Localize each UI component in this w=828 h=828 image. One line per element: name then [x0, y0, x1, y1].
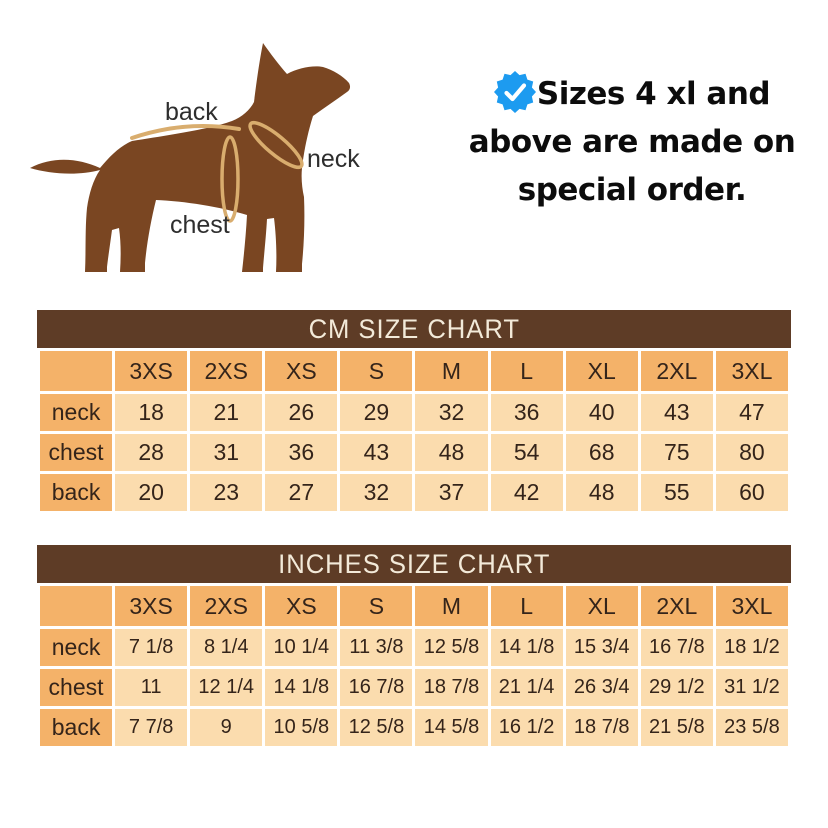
size-col-header: S — [340, 351, 412, 391]
size-value-cell: 21 1/4 — [491, 669, 563, 706]
size-value-cell: 42 — [491, 474, 563, 511]
size-value-cell: 31 1/2 — [716, 669, 788, 706]
size-col-header: M — [415, 586, 487, 626]
size-value-cell: 16 7/8 — [641, 629, 713, 666]
row-label: neck — [40, 394, 112, 431]
size-value-cell: 54 — [491, 434, 563, 471]
size-value-cell: 21 — [190, 394, 262, 431]
size-value-cell: 27 — [265, 474, 337, 511]
size-value-cell: 29 — [340, 394, 412, 431]
dog-measurement-diagram — [18, 8, 418, 298]
size-value-cell: 43 — [641, 394, 713, 431]
size-value-cell: 16 7/8 — [340, 669, 412, 706]
size-col-header: 2XL — [641, 586, 713, 626]
note-text-2: above are made on — [468, 124, 796, 160]
size-value-cell: 26 3/4 — [566, 669, 638, 706]
size-value-cell: 32 — [340, 474, 412, 511]
size-col-header: XL — [566, 586, 638, 626]
size-value-cell: 40 — [566, 394, 638, 431]
note-line-1 — [438, 70, 826, 118]
cm-size-table — [37, 348, 791, 514]
size-value-cell: 10 5/8 — [265, 709, 337, 746]
size-col-header: L — [491, 586, 563, 626]
verified-badge-icon — [494, 71, 536, 113]
note-line-2 — [438, 118, 826, 166]
size-value-cell: 48 — [415, 434, 487, 471]
size-value-cell: 26 — [265, 394, 337, 431]
size-value-cell: 21 5/8 — [641, 709, 713, 746]
size-value-cell: 80 — [716, 434, 788, 471]
corner-cell — [40, 586, 112, 626]
size-col-header: 2XS — [190, 586, 262, 626]
size-col-header: L — [491, 351, 563, 391]
size-value-cell: 7 1/8 — [115, 629, 187, 666]
size-value-cell: 14 1/8 — [265, 669, 337, 706]
size-value-cell: 23 — [190, 474, 262, 511]
size-value-cell: 8 1/4 — [190, 629, 262, 666]
size-value-cell: 68 — [566, 434, 638, 471]
note-text-1: Sizes 4 xl and — [536, 76, 771, 112]
size-value-cell: 7 7/8 — [115, 709, 187, 746]
size-value-cell: 47 — [716, 394, 788, 431]
size-value-cell: 18 7/8 — [415, 669, 487, 706]
size-value-cell: 36 — [265, 434, 337, 471]
inches-size-header-row — [40, 586, 788, 626]
row-label: chest — [40, 669, 112, 706]
size-value-cell: 20 — [115, 474, 187, 511]
inches-neck-row — [40, 629, 788, 666]
inches-size-chart — [37, 545, 791, 749]
row-label: back — [40, 474, 112, 511]
size-value-cell: 36 — [491, 394, 563, 431]
cm-chart-title: CM SIZE CHART — [37, 310, 791, 348]
cm-back-row — [40, 474, 788, 511]
size-value-cell: 16 1/2 — [491, 709, 563, 746]
inches-back-row — [40, 709, 788, 746]
note-line-3 — [438, 166, 826, 214]
size-col-header: XL — [566, 351, 638, 391]
size-col-header: 3XL — [716, 351, 788, 391]
size-col-header: 2XS — [190, 351, 262, 391]
size-value-cell: 14 1/8 — [491, 629, 563, 666]
cm-chest-row — [40, 434, 788, 471]
size-value-cell: 28 — [115, 434, 187, 471]
size-value-cell: 18 — [115, 394, 187, 431]
size-value-cell: 12 5/8 — [415, 629, 487, 666]
size-value-cell: 12 5/8 — [340, 709, 412, 746]
size-col-header: 2XL — [641, 351, 713, 391]
size-col-header: XS — [265, 351, 337, 391]
size-value-cell: 31 — [190, 434, 262, 471]
size-value-cell: 43 — [340, 434, 412, 471]
size-value-cell: 37 — [415, 474, 487, 511]
cm-size-header-row — [40, 351, 788, 391]
neck-label: neck — [307, 145, 360, 173]
size-col-header: 3XS — [115, 586, 187, 626]
back-label: back — [165, 98, 218, 126]
size-value-cell: 9 — [190, 709, 262, 746]
special-order-note — [438, 70, 826, 214]
size-value-cell: 10 1/4 — [265, 629, 337, 666]
inches-chart-title: INCHES SIZE CHART — [37, 545, 791, 583]
corner-cell — [40, 351, 112, 391]
size-col-header: XS — [265, 586, 337, 626]
cm-neck-row — [40, 394, 788, 431]
row-label: neck — [40, 629, 112, 666]
size-col-header: 3XL — [716, 586, 788, 626]
size-value-cell: 23 5/8 — [716, 709, 788, 746]
size-col-header: S — [340, 586, 412, 626]
size-value-cell: 18 1/2 — [716, 629, 788, 666]
note-text-3: special order. — [517, 172, 747, 208]
inches-size-table — [37, 583, 791, 749]
size-value-cell: 75 — [641, 434, 713, 471]
size-value-cell: 48 — [566, 474, 638, 511]
row-label: chest — [40, 434, 112, 471]
size-value-cell: 55 — [641, 474, 713, 511]
size-value-cell: 29 1/2 — [641, 669, 713, 706]
size-col-header: 3XS — [115, 351, 187, 391]
size-value-cell: 15 3/4 — [566, 629, 638, 666]
size-value-cell: 14 5/8 — [415, 709, 487, 746]
row-label: back — [40, 709, 112, 746]
size-col-header: M — [415, 351, 487, 391]
size-value-cell: 60 — [716, 474, 788, 511]
size-value-cell: 12 1/4 — [190, 669, 262, 706]
size-value-cell: 18 7/8 — [566, 709, 638, 746]
cm-size-chart — [37, 310, 791, 514]
size-value-cell: 32 — [415, 394, 487, 431]
size-value-cell: 11 3/8 — [340, 629, 412, 666]
inches-chest-row — [40, 669, 788, 706]
chest-label: chest — [170, 211, 230, 239]
size-value-cell: 11 — [115, 669, 187, 706]
